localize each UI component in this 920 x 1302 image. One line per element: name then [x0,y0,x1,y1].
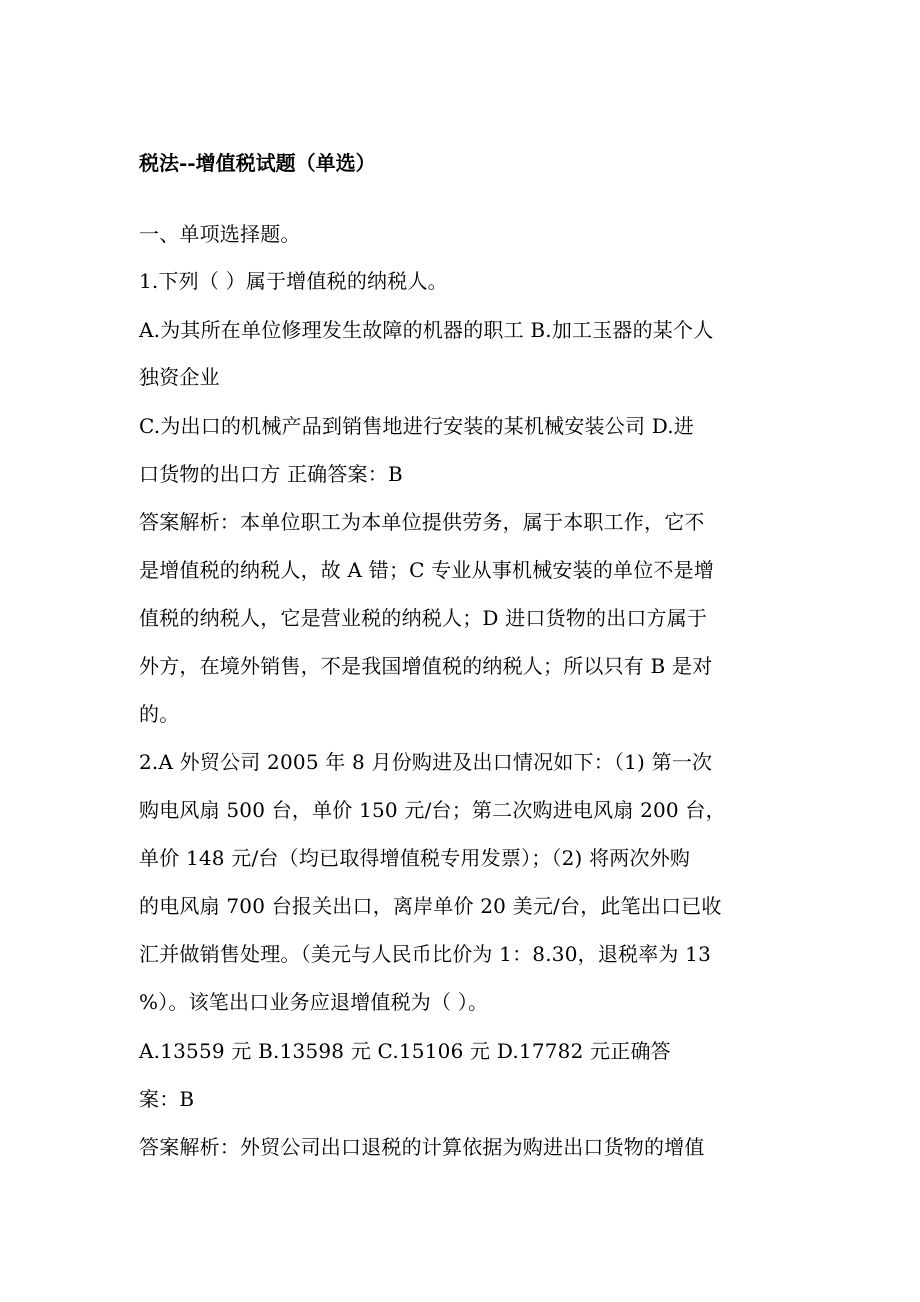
question-2-answer: 案：B [139,1087,195,1111]
question-1-explanation-line-2: 是增值税的纳税人，故 A 错；C 专业从事机械安装的单位不是增 [139,558,715,582]
question-2-stem-line-2: 购电风扇 500 台，单价 150 元/台；第二次购进电风扇 200 台， [139,798,726,822]
question-1-explanation-line-5: 的。 [139,702,180,726]
question-2-options: A.13559 元 B.13598 元 C.15106 元 D.17782 元正确答 [139,1039,671,1063]
question-2-stem-line-3: 单价 148 元/台（均已取得增值税专用发票）；（2) 将两次外购 [139,846,691,870]
question-1-answer: 口货物的出口方 正确答案：B [139,462,403,486]
question-1-stem: 1.下列（ ）属于增值税的纳税人。 [139,269,448,293]
section-heading: 一、单项选择题。 [139,222,301,246]
question-1-explanation-line-3: 值税的纳税人，它是营业税的纳税人；D 进口货物的出口方属于 [139,606,708,630]
question-2-stem-line-6: %）。该笔出口业务应退增值税为（ ）。 [139,990,489,1014]
question-2-stem-line-5: 汇并做销售处理。（美元与人民币比价为 1：8.30，退税率为 13 [139,942,712,966]
question-1-explanation-line-4: 外方，在境外销售，不是我国增值税的纳税人；所以只有 B 是对 [139,654,713,678]
question-1-options-line-1: A.为其所在单位修理发生故障的机器的职工 B.加工玉器的某个人 [139,318,714,342]
question-2-stem-line-1: 2.A 外贸公司 2005 年 8 月份购进及出口情况如下：（1) 第一次 [139,750,713,774]
question-1-options-line-2: 独资企业 [139,365,220,389]
question-2-explanation-line-1: 答案解析：外贸公司出口退税的计算依据为购进出口货物的增值 [139,1135,705,1159]
question-2-stem-line-4: 的电风扇 700 台报关出口，离岸单价 20 美元/台，此笔出口已收 [139,894,722,918]
question-1-options-line-3: C.为出口的机械产品到销售地进行安装的某机械安装公司 D.进 [139,414,694,438]
document-title: 税法--增值税试题（单选） [139,151,376,175]
question-1-explanation-line-1: 答案解析：本单位职工为本单位提供劳务，属于本职工作，它不 [139,510,705,534]
